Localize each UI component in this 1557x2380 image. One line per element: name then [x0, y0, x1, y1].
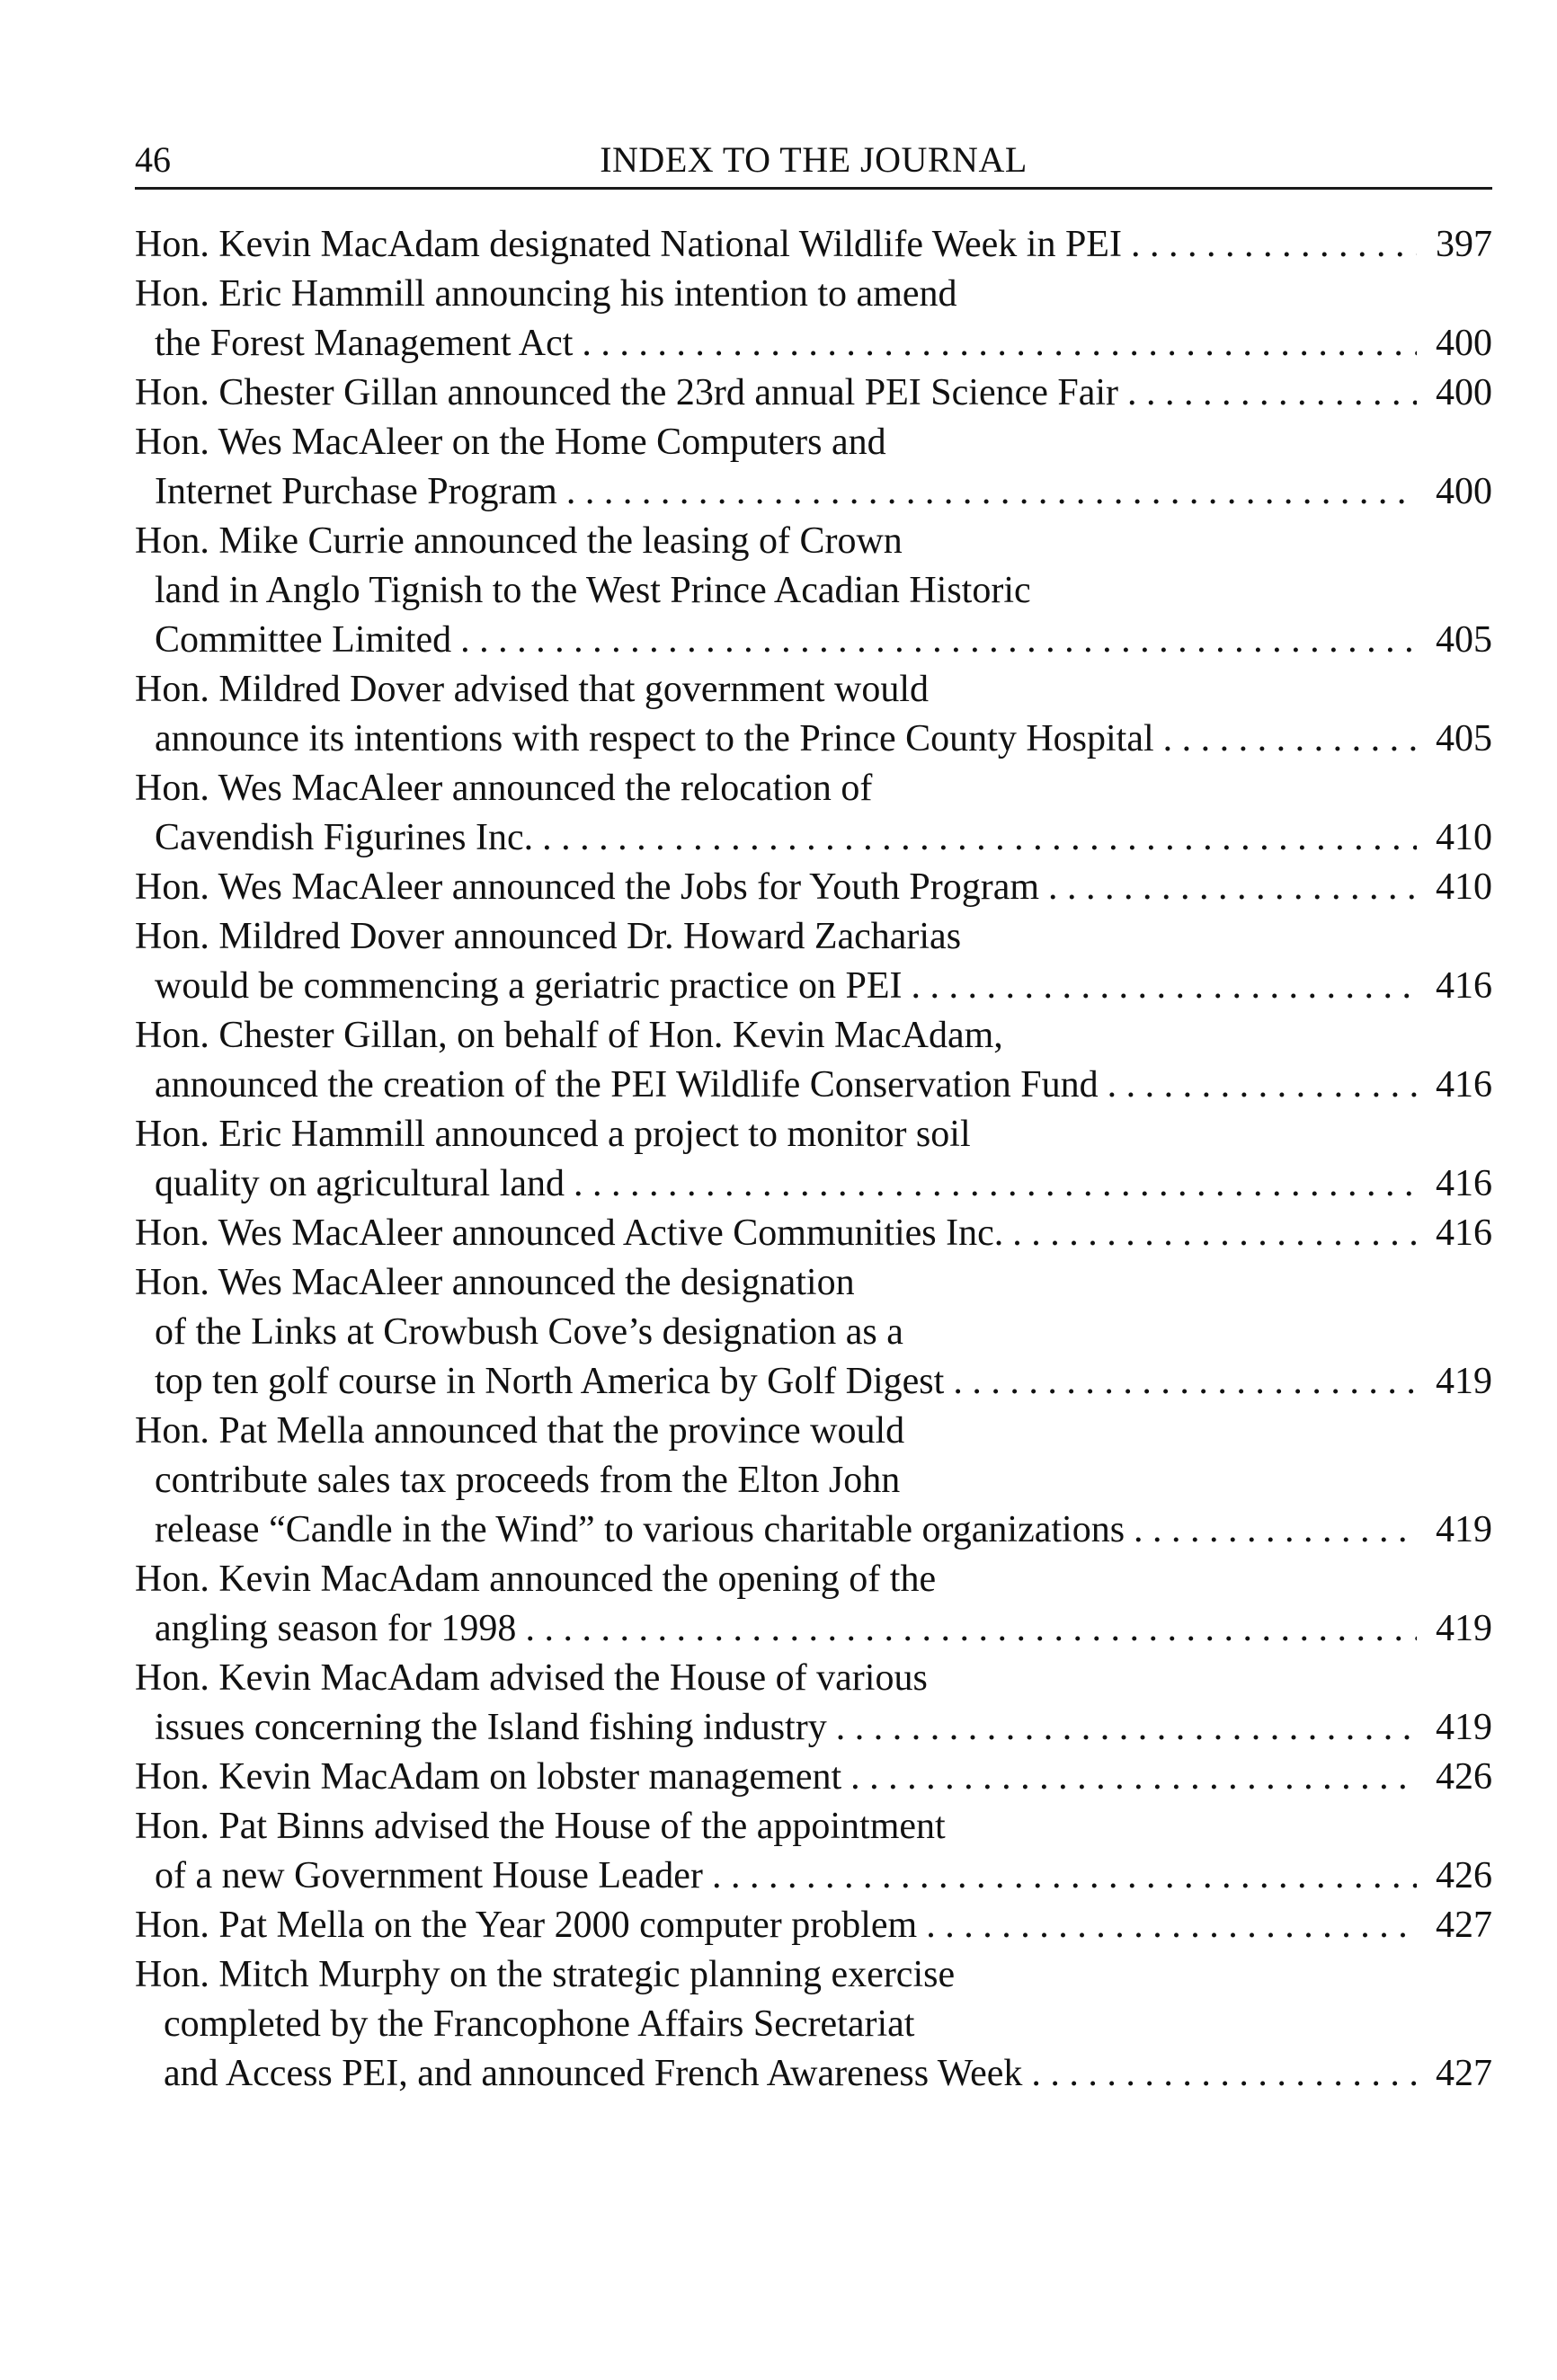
dot-leader — [460, 616, 1417, 665]
entry-text: release “Candle in the Wind” to various charitable organizations — [155, 1509, 1125, 1550]
dot-leader — [1131, 220, 1417, 270]
entry-first-line — [135, 863, 1492, 912]
entry-text: completed by the Francophone Affairs Secretariat — [164, 2003, 915, 2045]
entry-continuation-line — [135, 715, 1492, 764]
entry-text: Cavendish Figurines Inc. — [155, 817, 534, 858]
index-entry — [135, 863, 1492, 912]
dot-leader — [1048, 863, 1417, 912]
entry-first-line — [135, 270, 1492, 319]
entry-continuation-line — [135, 962, 1492, 1011]
entry-first-line — [135, 764, 1492, 813]
index-entry — [135, 764, 1492, 863]
entry-text: Hon. Wes MacAleer announced the Jobs for Youth Program — [135, 866, 1040, 908]
index-entry — [135, 1555, 1492, 1654]
dot-leader — [926, 1901, 1417, 1950]
dot-leader — [712, 1852, 1417, 1901]
entry-text: Committee Limited — [155, 619, 452, 661]
index-entry — [135, 1950, 1492, 2099]
index-entry — [135, 1654, 1492, 1753]
entry-text: and Access PEI, and announced French Awareness Week — [164, 2053, 1023, 2094]
dot-leader — [1127, 369, 1417, 418]
entry-page-number: 419 — [1436, 1509, 1492, 1550]
entry-text: Hon. Pat Mella on the Year 2000 computer problem — [135, 1905, 918, 1946]
entry-page-number: 426 — [1436, 1855, 1492, 1896]
dot-leader — [1108, 1061, 1417, 1110]
index-entry — [135, 1407, 1492, 1555]
entry-first-line — [135, 1901, 1492, 1950]
entry-first-line — [135, 1555, 1492, 1604]
entry-text: contribute sales tax proceeds from the Elton John — [155, 1460, 901, 1501]
entry-text: Hon. Eric Hammill announcing his intention to amend — [135, 273, 957, 315]
dot-leader — [566, 467, 1417, 517]
entry-continuation-line — [135, 1505, 1492, 1555]
index-entry — [135, 220, 1492, 270]
entry-text: Hon. Chester Gillan, on behalf of Hon. Kevin MacAdam, — [135, 1015, 1003, 1056]
entry-text: Hon. Pat Mella announced that the province would — [135, 1410, 905, 1452]
index-entry — [135, 517, 1492, 665]
entry-first-line — [135, 1209, 1492, 1258]
entry-continuation-line — [135, 1604, 1492, 1654]
journal-page — [135, 135, 1492, 2099]
entry-continuation-line — [135, 1852, 1492, 1901]
entry-page-number: 419 — [1436, 1608, 1492, 1649]
entry-text: announce its intentions with respect to the Prince County Hospital — [155, 718, 1154, 759]
entry-text: top ten golf course in North America by Golf Digest — [155, 1361, 945, 1402]
entry-first-line — [135, 418, 1492, 467]
entry-page-number: 410 — [1436, 866, 1492, 908]
dot-leader — [1163, 715, 1417, 764]
entry-page-number: 416 — [1436, 1064, 1492, 1106]
dot-leader — [574, 1159, 1417, 1209]
entry-continuation-line — [135, 566, 1492, 616]
entry-text: Hon. Mildred Dover advised that government would — [135, 669, 929, 710]
index-entry — [135, 270, 1492, 369]
entry-first-line — [135, 1950, 1492, 2000]
entry-text: land in Anglo Tignish to the West Prince Acadian Historic — [155, 570, 1031, 611]
entry-text: Hon. Kevin MacAdam announced the opening of the — [135, 1559, 937, 1600]
dot-leader — [525, 1604, 1417, 1654]
index-entry — [135, 1901, 1492, 1950]
dot-leader — [836, 1703, 1417, 1753]
entry-text: announced the creation of the PEI Wildlife Conservation Fund — [155, 1064, 1099, 1106]
entry-page-number: 416 — [1436, 1212, 1492, 1254]
entry-page-number: 427 — [1436, 1905, 1492, 1946]
dot-leader — [1031, 2049, 1417, 2099]
entry-text: Hon. Chester Gillan announced the 23rd annual PEI Science Fair — [135, 372, 1119, 413]
index-entry — [135, 1802, 1492, 1901]
entry-page-number: 410 — [1436, 817, 1492, 858]
page-header — [135, 135, 1492, 190]
index-entry — [135, 665, 1492, 764]
index-entry — [135, 912, 1492, 1011]
dot-leader — [1134, 1505, 1417, 1555]
index-entry — [135, 418, 1492, 517]
entry-continuation-line — [135, 1456, 1492, 1505]
entry-page-number: 400 — [1436, 372, 1492, 413]
entry-page-number: 405 — [1436, 718, 1492, 759]
entry-continuation-line — [135, 1061, 1492, 1110]
dot-leader — [1012, 1209, 1417, 1258]
entry-page-number: 427 — [1436, 2053, 1492, 2094]
index-entry — [135, 1011, 1492, 1110]
entry-first-line — [135, 1802, 1492, 1852]
entry-text: of the Links at Crowbush Cove’s designation as a — [155, 1311, 903, 1353]
index-entry — [135, 369, 1492, 418]
entry-page-number: 416 — [1436, 965, 1492, 1007]
entry-first-line — [135, 1654, 1492, 1703]
entry-continuation-line — [135, 1159, 1492, 1209]
entry-text: Hon. Wes MacAleer on the Home Computers and — [135, 422, 886, 463]
entry-text: Hon. Wes MacAleer announced the relocation of — [135, 768, 873, 809]
entry-text: would be commencing a geriatric practice on PEI — [155, 965, 903, 1007]
entry-text: angling season for 1998 — [155, 1608, 517, 1649]
entry-page-number: 419 — [1436, 1707, 1492, 1748]
entry-text: quality on agricultural land — [155, 1163, 565, 1204]
index-entry — [135, 1258, 1492, 1407]
entry-text: the Forest Management Act — [155, 323, 574, 364]
entry-text: Hon. Kevin MacAdam advised the House of various — [135, 1657, 928, 1699]
entry-first-line — [135, 665, 1492, 715]
index-entry — [135, 1209, 1492, 1258]
entry-text: Hon. Mike Currie announced the leasing of Crown — [135, 520, 903, 562]
entry-continuation-line — [135, 1308, 1492, 1357]
entry-continuation-line — [135, 319, 1492, 369]
entry-first-line — [135, 1407, 1492, 1456]
entry-text: Hon. Pat Binns advised the House of the appointment — [135, 1806, 946, 1847]
index-entry — [135, 1753, 1492, 1802]
dot-leader — [582, 319, 1417, 369]
dot-leader — [912, 962, 1417, 1011]
page-number: 46 — [135, 139, 171, 180]
entry-continuation-line — [135, 467, 1492, 517]
entry-continuation-line — [135, 2049, 1492, 2099]
entry-first-line — [135, 369, 1492, 418]
entry-first-line — [135, 517, 1492, 566]
entry-continuation-line — [135, 813, 1492, 863]
index-entries — [135, 220, 1492, 2099]
entry-text: Internet Purchase Program — [155, 471, 557, 512]
index-entry — [135, 1110, 1492, 1209]
entry-text: Hon. Kevin MacAdam on lobster management — [135, 1756, 842, 1798]
entry-text: Hon. Wes MacAleer announced Active Communities Inc. — [135, 1212, 1004, 1254]
entry-continuation-line — [135, 1703, 1492, 1753]
entry-continuation-line — [135, 1357, 1492, 1407]
entry-page-number: 405 — [1436, 619, 1492, 661]
entry-text: Hon. Wes MacAleer announced the designation — [135, 1262, 855, 1303]
dot-leader — [953, 1357, 1417, 1407]
entry-first-line — [135, 1110, 1492, 1159]
entry-first-line — [135, 912, 1492, 962]
entry-text: Hon. Mitch Murphy on the strategic planning exercise — [135, 1954, 956, 1995]
entry-page-number: 416 — [1436, 1163, 1492, 1204]
dot-leader — [850, 1753, 1417, 1802]
dot-leader — [542, 813, 1417, 863]
running-head: INDEX TO THE JOURNAL — [600, 139, 1028, 180]
entry-text: Hon. Eric Hammill announced a project to monitor soil — [135, 1114, 971, 1155]
entry-page-number: 400 — [1436, 323, 1492, 364]
entry-text: of a new Government House Leader — [155, 1855, 703, 1896]
entry-first-line — [135, 1258, 1492, 1308]
entry-continuation-line — [135, 2000, 1492, 2049]
entry-continuation-line — [135, 616, 1492, 665]
entry-page-number: 426 — [1436, 1756, 1492, 1798]
entry-text: Hon. Mildred Dover announced Dr. Howard Zacharias — [135, 916, 962, 957]
entry-text: Hon. Kevin MacAdam designated National Wildlife Week in PEI — [135, 224, 1122, 265]
entry-page-number: 397 — [1436, 224, 1492, 265]
entry-page-number: 419 — [1436, 1361, 1492, 1402]
entry-first-line — [135, 1753, 1492, 1802]
entry-first-line — [135, 1011, 1492, 1061]
entry-text: issues concerning the Island fishing industry — [155, 1707, 827, 1748]
entry-page-number: 400 — [1436, 471, 1492, 512]
entry-first-line — [135, 220, 1492, 270]
